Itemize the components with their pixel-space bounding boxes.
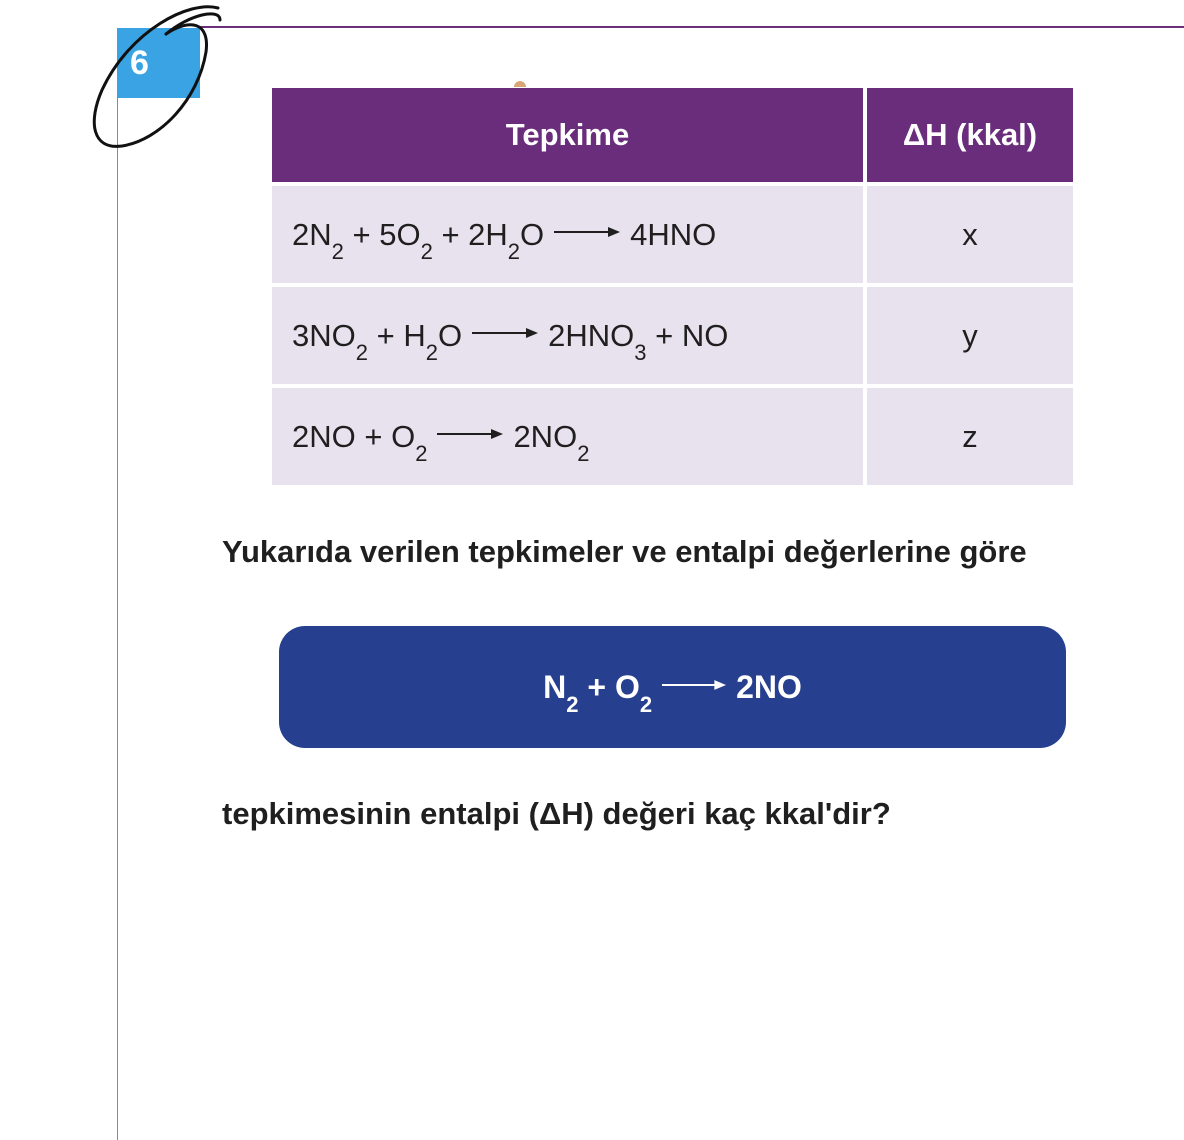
reaction-equation: 2N $_2$ + 5O $_2$ + 2H $_2$ O 4HNO <box>292 216 717 264</box>
enthalpy-cell: y <box>863 283 1073 384</box>
reaction-equation: 2NO + O $_2$ 2NO $_2$ <box>292 418 590 466</box>
reaction-cell <box>272 283 863 384</box>
reaction-arrow-icon <box>662 678 726 692</box>
formula-text: 2NO <box>736 668 802 705</box>
left-margin-rule <box>117 28 118 1140</box>
formula-text: + 5O <box>343 216 421 252</box>
header-enthalpy: ΔH (kkal) <box>863 88 1073 182</box>
reaction-cell <box>272 384 863 485</box>
question-number-badge: 6 <box>117 28 200 98</box>
pen-scribble-circle <box>70 0 240 160</box>
decorative-dot <box>514 81 526 87</box>
formula-text: 2HNO <box>548 317 635 353</box>
formula-text: + O <box>578 668 640 705</box>
formula-text: 2N <box>292 216 332 252</box>
table-row <box>272 182 1073 283</box>
table-row <box>272 384 1073 485</box>
table-header-row <box>272 88 1073 182</box>
formula-text: N <box>543 668 567 705</box>
target-reaction-equation: N $_2$ + O $_2$ 2NO <box>543 668 802 717</box>
question-prompt: tepkimesinin entalpi (ΔH) değeri kaç kkal'dir? <box>222 796 891 831</box>
formula-text: + H <box>368 317 426 353</box>
formula-text: 2NO <box>513 418 578 454</box>
table-row <box>272 283 1073 384</box>
formula-text: 2NO + O <box>292 418 416 454</box>
question-intro: Yukarıda verilen tepkimeler ve entalpi değerlerine göre <box>222 534 1027 569</box>
formula-text: + NO <box>646 317 729 353</box>
formula-text: 4HNO <box>630 216 717 252</box>
reaction-arrow-icon <box>472 326 538 340</box>
formula-text: O <box>437 317 463 353</box>
reaction-table <box>272 88 1073 485</box>
formula-text: 3NO <box>292 317 356 353</box>
formula-text: O <box>520 216 545 252</box>
reaction-arrow-icon <box>437 427 503 441</box>
enthalpy-cell: x <box>863 182 1073 283</box>
header-reaction: Tepkime <box>272 88 863 182</box>
reaction-arrow-icon <box>554 225 620 239</box>
formula-text: + 2H <box>432 216 508 252</box>
target-reaction-box <box>279 626 1066 748</box>
enthalpy-cell: z <box>863 384 1073 485</box>
reaction-equation: 3NO $_2$ + H $_2$ O 2HNO $_3$ + NO <box>292 317 729 365</box>
reaction-cell <box>272 182 863 283</box>
top-rule <box>200 26 1184 28</box>
